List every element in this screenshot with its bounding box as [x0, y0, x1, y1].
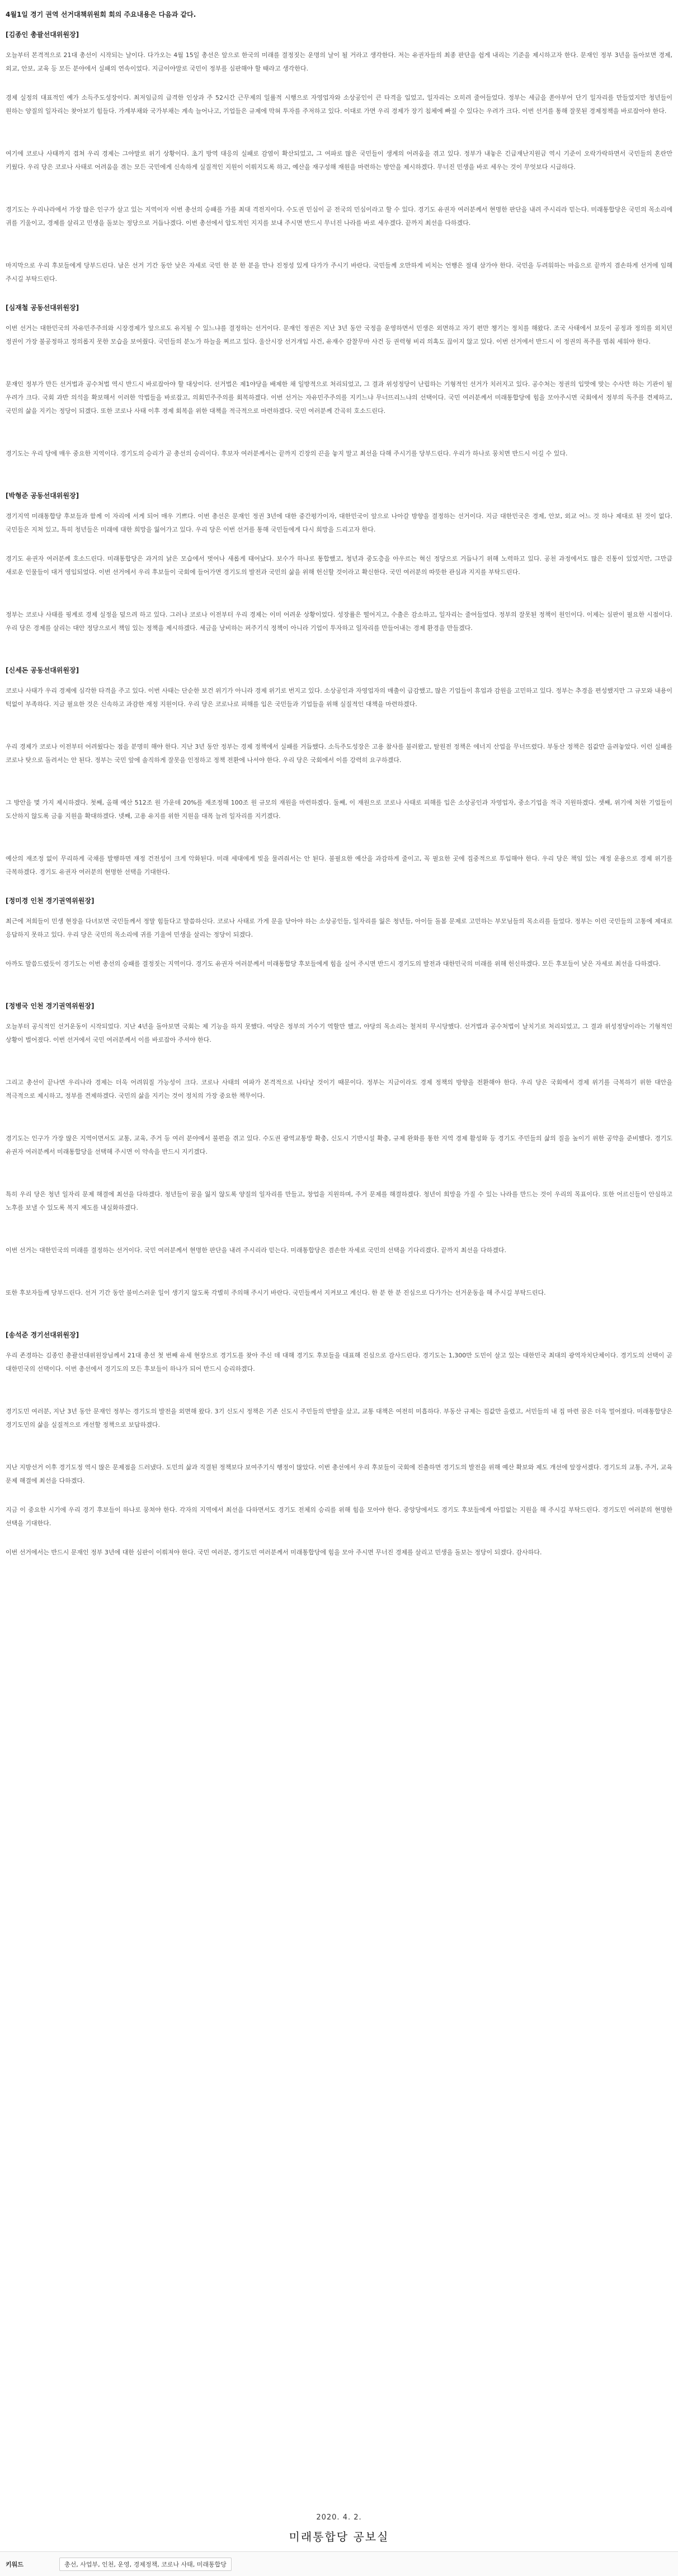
- section-jung-byung-kook: [6, 1001, 672, 1313]
- intro-line: 4월1일 경기 권역 선거대책위원회 회의 주요내용은 다음과 같다.: [6, 11, 196, 18]
- paragraph: 경기도는 우리나라에서 가장 많은 인구가 살고 있는 지역이자 이번 총선의 승패를 가를 최대 격전지이다. 수도권 민심이 곧 전국의 민심이라고 할 수 있다. 경기도 유권자 여러분께서 현명한 판단을 내려 주시리라 믿는다. 미래통합당은 국민의 목소리에 귀를 기울이고, 경제를 살리고 민생을 돌보는 정당으로 거듭나겠다. 이번 총선에서 압도적인 지지를 보내 주시면 반드시 무너진 나라를 바로 세우겠다. 끝까지 최선을 다하겠다.: [6, 206, 672, 227]
- paragraph: 지난 지방선거 이후 경기도정 역시 많은 문제점을 드러냈다. 도민의 삶과 직결된 정책보다 보여주기식 행정이 많았다. 이번 총선에서 우리 후보들이 국회에 진출하면 경기도의 발전을 위해 예산 확보와 제도 개선에 앞장서겠다. 경기도의 교통, 주거, 교육 문제 해결에 최선을 다하겠다.: [6, 1464, 672, 1484]
- section-shim-jae-cheol: [6, 303, 672, 474]
- section-kim-jong-in: [6, 30, 672, 286]
- paragraph: 예산의 재조정 없이 무리하게 국채를 발행하면 재정 건전성이 크게 악화된다. 미래 세대에게 빚을 물려줘서는 안 된다. 불필요한 예산을 과감하게 줄이고, 꼭 필요한 곳에 집중적으로 투입해야 한다. 우리 당은 책임 있는 재정 운용으로 경제 위기를 극복하겠다. 경기도 유권자 여러분의 현명한 선택을 기대한다.: [6, 855, 672, 876]
- section-title: [심재철 공동선대위원장]: [6, 304, 79, 312]
- section-title: [신세돈 공동선대위원장]: [6, 666, 79, 674]
- section-shin-se-don: [6, 665, 672, 879]
- issuer-signature: 미래통합당 공보실: [289, 2530, 389, 2544]
- paragraph: 우리 존경하는 김종인 총괄선대위원장님께서 21대 총선 첫 번째 유세 현장으로 경기도를 찾아 주신 데 대해 경기도 후보들을 대표해 진심으로 감사드린다. 경기도는 1,300만 도민이 살고 있는 대한민국 최대의 광역자치단체이다. 경기도의 선택이 곧 대한민국의 선택이다. 이번 총선에서 경기도의 모든 후보들이 하나가 되어 반드시 승리하겠다.: [6, 1352, 672, 1372]
- keywords-value: 총선, 사업부, 인천, 운영, 경제정책, 코로나 사태, 미래통합당: [59, 2558, 232, 2571]
- press-release-article: [6, 0, 672, 1573]
- paragraph: 이번 선거는 대한민국의 자유민주주의와 시장경제가 앞으로도 유지될 수 있느냐를 결정하는 선거이다. 문재인 정권은 지난 3년 동안 국정을 운영하면서 민생은 외면하고 자기 편만 챙기는 정치를 해왔다. 조국 사태에서 보듯이 공정과 정의를 외치던 정권이 가장 불공정하고 정의롭지 못한 모습을 보여줬다. 국민들의 분노가 하늘을 찌르고 있다. 울산시장 선거개입 사건, 유재수 감찰무마 사건 등 권력형 비리 의혹도 끊이지 않고 있다. 이번 선거에서 반드시 이 정권의 폭주를 멈춰 세워야 한다.: [6, 325, 672, 345]
- paragraph: 우리 경제가 코로나 이전부터 어려웠다는 점을 분명히 해야 한다. 지난 3년 동안 정부는 경제 정책에서 실패를 거듭했다. 소득주도성장은 고용 참사를 불러왔고, 탈원전 정책은 에너지 산업을 무너뜨렸다. 부동산 정책은 집값만 올려놓았다. 이런 실패를 코로나 탓으로 돌려서는 안 된다. 정부는 국민 앞에 솔직하게 잘못을 인정하고 정책 전환에 나서야 한다. 우리 당은 국회에서 이를 강력히 요구하겠다.: [6, 743, 672, 764]
- section-title: [정병국 인천 경기권역위원장]: [6, 1002, 95, 1010]
- paragraph: 경기도 유권자 여러분께 호소드린다. 미래통합당은 과거의 낡은 모습에서 벗어나 새롭게 태어났다. 보수가 하나로 통합했고, 청년과 중도층을 아우르는 혁신 정당으로 거듭나기 위해 노력하고 있다. 공천 과정에서도 많은 진통이 있었지만, 그만큼 새로운 인물들이 대거 영입되었다. 이번 선거에서 우리 후보들이 국회에 들어가면 경기도의 발전과 국민의 삶을 위해 헌신할 것이라고 확신한다. 국민 여러분의 따뜻한 관심과 지지를 부탁드린다.: [6, 555, 672, 576]
- paragraph: 경기도는 인구가 가장 많은 지역이면서도 교통, 교육, 주거 등 여러 분야에서 불편을 겪고 있다. 수도권 광역교통망 확충, 신도시 기반시설 확충, 규제 완화를 통한 지역 경제 활성화 등 경기도 주민들의 삶의 질을 높이기 위한 공약을 준비했다. 경기도 유권자 여러분께서 미래통합당을 선택해 주시면 이 약속을 반드시 지키겠다.: [6, 1135, 672, 1155]
- keywords-bar: [0, 2551, 678, 2576]
- paragraph: 이번 선거는 대한민국의 미래를 결정하는 선거이다. 국민 여러분께서 현명한 판단을 내려 주시리라 믿는다. 미래통합당은 겸손한 자세로 국민의 선택을 기다리겠다. 끝까지 최선을 다하겠다.: [6, 1247, 506, 1254]
- paragraph: 특히 우리 당은 청년 일자리 문제 해결에 최선을 다하겠다. 청년들이 꿈을 잃지 않도록 양질의 일자리를 만들고, 창업을 지원하며, 주거 문제를 해결하겠다. 청년이 희망을 가질 수 있는 나라를 만드는 것이 우리의 목표이다. 또한 어르신들이 안심하고 노후를 보낼 수 있도록 복지 제도를 내실화하겠다.: [6, 1191, 672, 1211]
- paragraph: 정부는 코로나 사태를 핑계로 경제 실정을 덮으려 하고 있다. 그러나 코로나 이전부터 우리 경제는 이미 어려운 상황이었다. 성장률은 떨어지고, 수출은 감소하고, 일자리는 줄어들었다. 정부의 잘못된 정책이 원인이다. 이제는 심판이 필요한 시점이다. 우리 당은 경제를 살리는 대안 정당으로서 책임 있는 정책을 제시하겠다. 세금을 낭비하는 퍼주기식 정책이 아니라 기업이 투자하고 일자리를 만들어내는 경제 환경을 만들겠다.: [6, 611, 672, 632]
- paragraph: 오늘부터 본격적으로 21대 총선이 시작되는 날이다. 다가오는 4월 15일 총선은 앞으로 한국의 미래를 결정짓는 운명의 날이 될 거라고 생각한다. 저는 유권자들의 최종 판단을 쉽게 내리는 기준을 제시하고자 한다. 문재인 정부 3년을 돌아보면 경제, 외교, 안보, 교육 등 모든 분야에서 실패의 연속이었다. 지금이야말로 국민이 정부를 심판해야 할 때라고 생각한다.: [6, 51, 672, 72]
- paragraph: 경제 실정의 대표적인 예가 소득주도성장이다. 최저임금의 급격한 인상과 주 52시간 근무제의 일률적 시행으로 자영업자와 소상공인이 큰 타격을 입었고, 일자리는 오히려 줄어들었다. 정부는 세금을 쏟아부어 단기 일자리를 만들었지만 청년들이 원하는 양질의 일자리는 찾아보기 힘들다. 가계부채와 국가부채는 계속 늘어나고, 기업들은 규제에 막혀 투자를 주저하고 있다. 이대로 가면 우리 경제가 장기 침체에 빠질 수 있다는 우려가 크다. 이번 선거를 통해 잘못된 경제정책을 바로잡아야 한다.: [6, 94, 672, 115]
- paragraph: 문재인 정부가 만든 선거법과 공수처법 역시 반드시 바로잡아야 할 대상이다. 선거법은 제1야당을 배제한 채 일방적으로 처리되었고, 그 결과 위성정당이 난립하는 기형적인 선거가 치러지고 있다. 공수처는 정권의 입맛에 맞는 수사만 하는 기관이 될 우려가 크다. 국회 과반 의석을 확보해서 이러한 악법들을 바로잡고, 의회민주주의를 회복하겠다. 이번 선거는 자유민주주의를 지키느냐 무너뜨리느냐의 선택이다. 국민 여러분께서 미래통합당에 힘을 모아주시면 국회에서 정부의 독주를 견제하고, 국민의 삶을 지키는 정당이 되겠다. 또한 코로나 사태 이후 경제 회복을 위한 대책을 적극적으로 마련하겠다. 국민 여러분께 간곡히 호소드린다.: [6, 380, 672, 415]
- paragraph: 경기도민 여러분, 지난 3년 동안 문재인 정부는 경기도의 발전을 외면해 왔다. 3기 신도시 정책은 기존 신도시 주민들의 반발을 샀고, 교통 대책은 여전히 미흡하다. 부동산 규제는 집값만 올렸고, 서민들의 내 집 마련 꿈은 더욱 멀어졌다. 미래통합당은 경기도민의 삶을 실질적으로 개선할 정책으로 보답하겠다.: [6, 1408, 672, 1428]
- paragraph: 코로나 사태가 우리 경제에 심각한 타격을 주고 있다. 이번 사태는 단순한 보건 위기가 아니라 경제 위기로 번지고 있다. 소상공인과 자영업자의 매출이 급감했고, 많은 기업들이 휴업과 감원을 고민하고 있다. 정부는 추경을 편성했지만 그 규모와 내용이 턱없이 부족하다. 지금 필요한 것은 신속하고 과감한 재정 지원이다. 우리 당은 코로나로 피해를 입은 국민들과 기업들을 위해 실질적인 대책을 마련하겠다.: [6, 687, 672, 708]
- paragraph: 최근에 저희들이 민생 현장을 다녀보면 국민들께서 정말 힘들다고 말씀하신다. 코로나 사태로 가게 문을 닫아야 하는 소상공인들, 일자리를 잃은 청년들, 아이들 돌봄 문제로 고민하는 부모님들의 목소리를 들었다. 정부는 이런 국민들의 고통에 제대로 응답하지 못하고 있다. 우리 당은 국민의 목소리에 귀를 기울여 민생을 살리는 정당이 되겠다.: [6, 918, 672, 938]
- keywords-label: 키워드: [6, 2560, 23, 2568]
- section-song-seok-jun: [6, 1330, 672, 1573]
- section-jung-mi-kyung: [6, 896, 672, 984]
- paragraph: 그 방안을 몇 가지 제시하겠다. 첫째, 올해 예산 512조 원 가운데 20%를 재조정해 100조 원 규모의 재원을 마련하겠다. 둘째, 이 재원으로 코로나 사태로 피해를 입은 소상공인과 자영업자, 중소기업을 적극 지원하겠다. 셋째, 위기에 처한 기업들이 도산하지 않도록 금융 지원을 확대하겠다. 넷째, 고용 유지를 위한 지원을 대폭 늘려 일자리를 지키겠다.: [6, 799, 672, 820]
- paragraph: 이번 선거에서는 반드시 문재인 정부 3년에 대한 심판이 이뤄져야 한다. 국민 여러분, 경기도민 여러분께서 미래통합당에 힘을 모아 주시면 무너진 경제를 살리고 민생을 돌보는 정당이 되겠다. 감사하다.: [6, 1549, 542, 1556]
- paragraph: 경기도는 우리 당에 매우 중요한 지역이다. 경기도의 승리가 곧 총선의 승리이다. 후보자 여러분께서는 끝까지 긴장의 끈을 놓지 말고 최선을 다해 주시기를 당부드린다. 우리가 하나로 뭉치면 반드시 이길 수 있다.: [6, 450, 568, 457]
- section-park-hyung-jun: [6, 491, 672, 648]
- paragraph: 아까도 말씀드렸듯이 경기도는 이번 총선의 승패를 결정짓는 지역이다. 경기도 유권자 여러분께서 미래통합당 후보들에게 힘을 실어 주시면 반드시 경기도의 발전과 대한민국의 미래를 위해 헌신하겠다. 모든 후보들이 낮은 자세로 최선을 다하겠다.: [6, 960, 661, 967]
- section-title: [박형준 공동선대위원장]: [6, 492, 79, 500]
- section-title: [송석준 경기선대위원장]: [6, 1331, 79, 1339]
- paragraph: 지금 이 중요한 시기에 우리 경기 후보들이 하나로 뭉쳐야 한다. 각자의 지역에서 최선을 다하면서도 경기도 전체의 승리를 위해 힘을 모아야 한다. 중앙당에서도 경기도 후보들에게 아낌없는 지원을 해 주시길 부탁드린다. 경기도민 여러분의 현명한 선택을 기대한다.: [6, 1506, 672, 1527]
- paragraph: 여기에 코로나 사태까지 겹쳐 우리 경제는 그야말로 위기 상황이다. 초기 방역 대응의 실패로 감염이 확산되었고, 그 여파로 많은 국민들이 생계의 어려움을 겪고 있다. 정부가 내놓은 긴급재난지원금 역시 기준이 오락가락하면서 국민들의 혼란만 키웠다. 우리 당은 코로나 사태로 어려움을 겪는 모든 국민에게 신속하게 실질적인 지원이 이뤄지도록 하고, 예산을 재구성해 재원을 마련하는 방안을 제시하겠다. 무너진 민생을 바로 세우는 것이 무엇보다 시급하다.: [6, 150, 672, 171]
- paragraph: 오늘부터 공식적인 선거운동이 시작되었다. 지난 4년을 돌아보면 국회는 제 기능을 하지 못했다. 여당은 정부의 거수기 역할만 했고, 야당의 목소리는 철저히 무시당했다. 선거법과 공수처법이 날치기로 처리되었고, 그 결과 위성정당이라는 기형적인 상황이 벌어졌다. 이번 선거에서 국민 여러분께서 이를 바로잡아 주셔야 한다.: [6, 1023, 672, 1043]
- section-title: [정미경 인천 경기권역위원장]: [6, 897, 95, 905]
- section-title: [김종인 총괄선대위원장]: [6, 31, 79, 39]
- paragraph: 경기지역 미래통합당 후보들과 함께 이 자리에 서게 되어 매우 기쁘다. 이번 총선은 문재인 정권 3년에 대한 중간평가이자, 대한민국이 앞으로 나아갈 방향을 결정하는 선거이다. 지금 대한민국은 경제, 안보, 외교 어느 것 하나 제대로 된 것이 없다. 국민들은 지쳐 있고, 특히 청년들은 미래에 대한 희망을 잃어가고 있다. 우리 당은 이번 선거를 통해 국민들에게 다시 희망을 드리고자 한다.: [6, 513, 672, 533]
- paragraph: 마지막으로 우리 후보들에게 당부드린다. 남은 선거 기간 동안 낮은 자세로 국민 한 분 한 분을 만나 진정성 있게 다가가 주시기 바란다. 국민들께 오만하게 비치는 언행은 절대 삼가야 한다. 국민을 두려워하는 마음으로 끝까지 겸손하게 선거에 임해 주시길 부탁드린다.: [6, 262, 672, 283]
- release-date: 2020. 4. 2.: [316, 2513, 362, 2522]
- paragraph: 또한 후보자들께 당부드린다. 선거 기간 동안 불미스러운 일이 생기지 않도록 각별히 주의해 주시기 바란다. 국민들께서 지켜보고 계신다. 한 분 한 분 진심으로 다가가는 선거운동을 해 주시길 부탁드린다.: [6, 1289, 546, 1296]
- paragraph: 그리고 총선이 끝나면 우리나라 경제는 더욱 어려워질 가능성이 크다. 코로나 사태의 여파가 본격적으로 나타날 것이기 때문이다. 정부는 지금이라도 경제 정책의 방향을 전환해야 한다. 우리 당은 국회에서 경제 위기를 극복하기 위한 대안을 적극적으로 제시하고, 정부를 견제하겠다. 국민의 삶을 지키는 것이 정치의 가장 중요한 책무이다.: [6, 1079, 672, 1099]
